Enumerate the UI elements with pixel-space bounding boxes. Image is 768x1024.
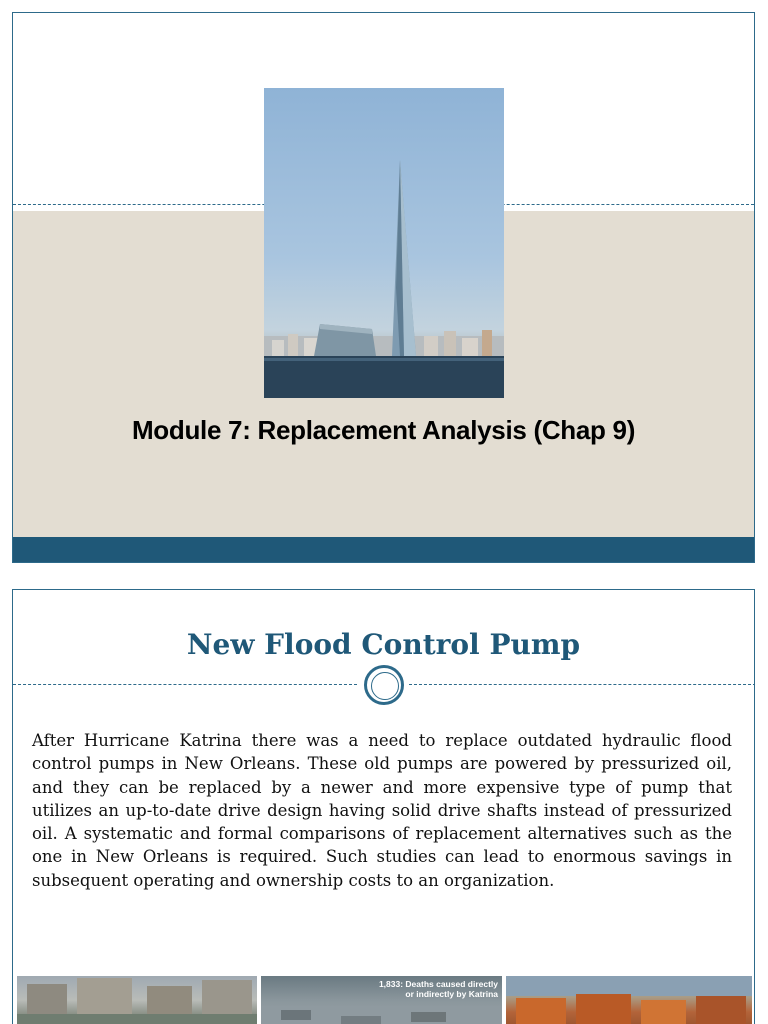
skyscraper-illustration	[264, 88, 504, 398]
death-toll-caption: 1,833: Deaths caused directly or indirectly by Katrina	[378, 979, 498, 999]
slide-1	[12, 12, 755, 563]
flood-pumps-photo	[506, 976, 752, 1024]
module-title: Module 7: Replacement Analysis (Chap 9)	[131, 415, 636, 445]
skyscraper-photo	[264, 88, 504, 398]
photo-strip	[17, 976, 752, 1024]
slide-title: New Flood Control Pump	[186, 628, 581, 661]
flooded-street-photo	[17, 976, 257, 1024]
divider-right	[409, 684, 755, 685]
flood-aerial-photo	[261, 976, 502, 1024]
footer-bar	[13, 537, 754, 563]
circle-ornament-icon	[364, 665, 404, 705]
divider-left	[13, 684, 357, 685]
slide-2	[12, 589, 755, 1024]
body-paragraph: After Hurricane Katrina there was a need to replace outdated hydraulic flood control pumps in New Orleans. These old pumps are powered by pressurized oil, and they can be replaced by a newer and more expensive type of pump that utilizes an up-to-date drive design having solid drive shafts instead of pressurized oil. A systematic and formal comparisons of replacement alternatives such as the one in New Orleans is required. Such studies can lead to enormous savings in subsequent operating and ownership costs to an organization.	[32, 731, 732, 890]
